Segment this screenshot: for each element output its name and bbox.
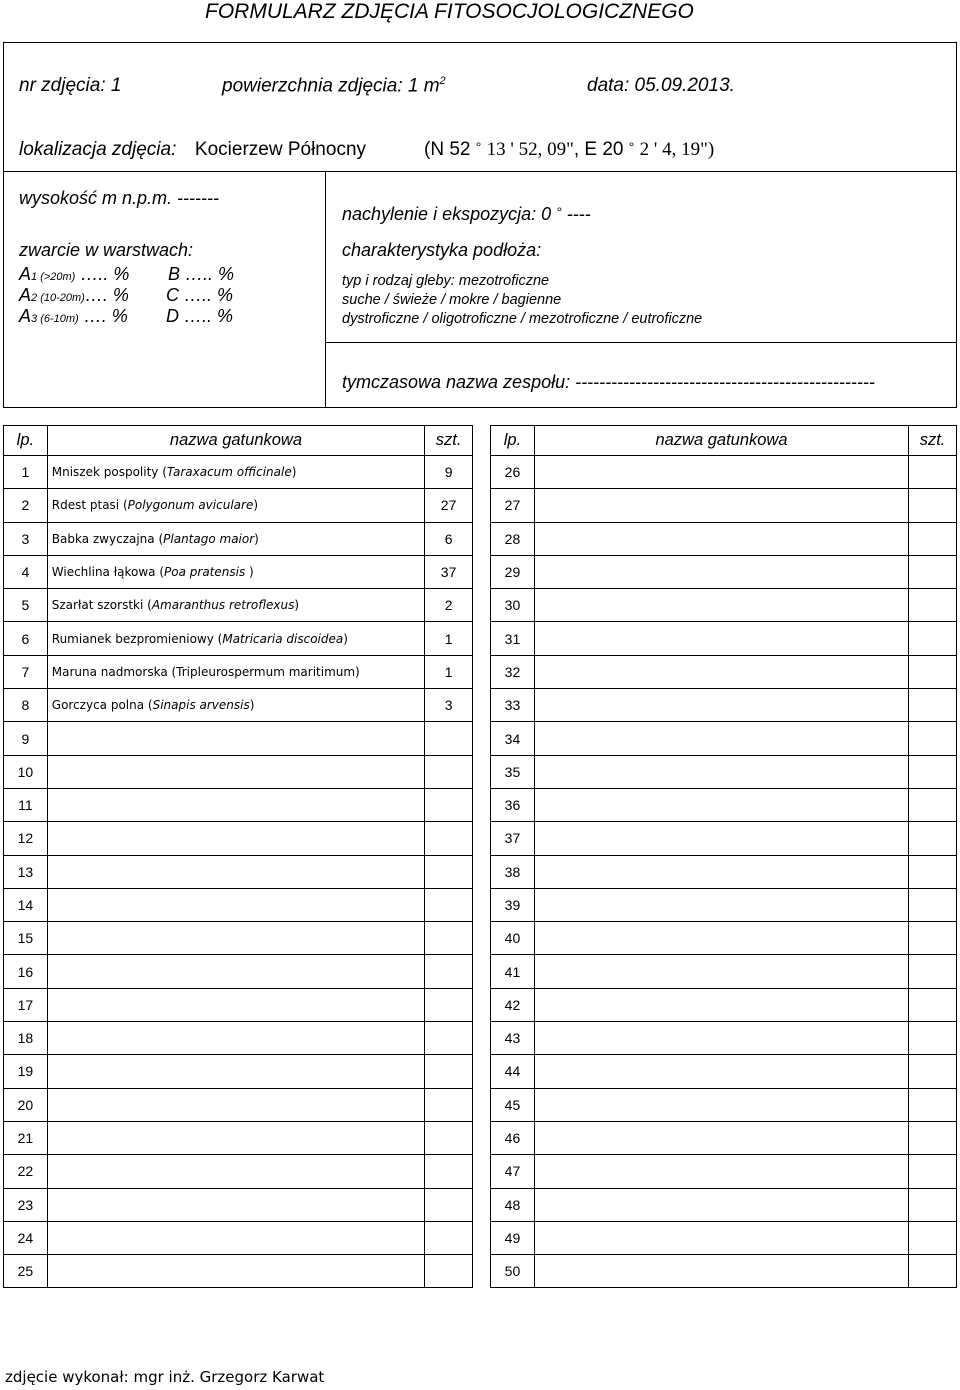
row-lp: 21 (4, 1121, 48, 1154)
row-count (909, 988, 957, 1021)
row-count (425, 1088, 473, 1121)
row-lp: 10 (4, 755, 48, 788)
latin-name: Polygonum aviculare (127, 498, 254, 513)
table-row (491, 822, 957, 855)
row-lp: 43 (491, 1022, 535, 1055)
row-count (909, 1155, 957, 1188)
table-row (491, 622, 957, 655)
col-name: nazwa gatunkowa (534, 426, 908, 456)
table-row (491, 722, 957, 755)
row-lp: 44 (491, 1055, 535, 1088)
species-name (534, 456, 908, 489)
row-count: 6 (425, 522, 473, 555)
table-row (4, 1088, 473, 1121)
species-name (47, 655, 424, 688)
species-name (47, 755, 424, 788)
species-name (534, 855, 908, 888)
row-count: 37 (425, 555, 473, 588)
row-count: 1 (425, 655, 473, 688)
table-row (491, 456, 957, 489)
species-name (534, 822, 908, 855)
divider (325, 171, 326, 408)
row-count (909, 922, 957, 955)
row-lp: 13 (4, 855, 48, 888)
table-row (491, 1121, 957, 1154)
table-row (491, 888, 957, 921)
table-row (4, 955, 473, 988)
substrate-line-1: typ i rodzaj gleby: mezotroficzne (342, 273, 550, 289)
row-count: 3 (425, 689, 473, 722)
row-count (909, 689, 957, 722)
species-name (47, 1188, 424, 1221)
table-row (4, 755, 473, 788)
row-count (909, 456, 957, 489)
row-lp: 50 (491, 1255, 535, 1288)
species-name (47, 922, 424, 955)
row-count (909, 1255, 957, 1288)
species-name (534, 1121, 908, 1154)
species-name (47, 722, 424, 755)
latin-name: (Tripleurospermum maritimum) (167, 664, 360, 679)
row-count (909, 755, 957, 788)
species-name: Rumianek bezpromieniowy (Matricaria discoidea) (47, 622, 424, 655)
table-row (4, 456, 473, 489)
row-lp: 30 (491, 589, 535, 622)
cover-d: D ….. % (166, 306, 234, 326)
common-name: Rumianek bezpromieniowy (51, 631, 214, 646)
table-row (4, 622, 473, 655)
row-lp: 25 (4, 1255, 48, 1288)
species-name (534, 555, 908, 588)
row-lp: 16 (4, 955, 48, 988)
table-row (4, 555, 473, 588)
row-lp: 40 (491, 922, 535, 955)
species-name: Wiechlina łąkowa (Poa pratensis ) (47, 555, 424, 588)
row-count (425, 1055, 473, 1088)
species-name (534, 888, 908, 921)
row-count: 1 (425, 622, 473, 655)
row-lp: 46 (491, 1121, 535, 1154)
row-lp: 3 (4, 522, 48, 555)
table-row (4, 1255, 473, 1288)
table-row (491, 489, 957, 522)
row-lp: 33 (491, 689, 535, 722)
row-count (909, 855, 957, 888)
row-lp: 41 (491, 955, 535, 988)
row-count (425, 1188, 473, 1221)
row-count (909, 722, 957, 755)
species-name (47, 1088, 424, 1121)
table-row (4, 1188, 473, 1221)
table-row (4, 922, 473, 955)
table-row (491, 788, 957, 821)
latin-name: Plantago maior (163, 531, 255, 546)
species-name: Szarłat szorstki (Amaranthus retroflexus) (47, 589, 424, 622)
row-lp: 28 (491, 522, 535, 555)
table-row (491, 522, 957, 555)
row-count (425, 1221, 473, 1254)
row-lp: 27 (491, 489, 535, 522)
row-lp: 42 (491, 988, 535, 1021)
row-lp: 32 (491, 655, 535, 688)
species-table-left (3, 425, 473, 1288)
cover-b: B ….. % (168, 264, 235, 284)
row-lp: 12 (4, 822, 48, 855)
col-szt: szt. (425, 426, 473, 456)
species-name (47, 1255, 424, 1288)
slope: nachylenie i ekspozycja: 0 ° ---- (342, 204, 591, 224)
cover-a2: A2 (10-20m)…. % (19, 285, 129, 305)
table-row (491, 1221, 957, 1254)
table-row (491, 689, 957, 722)
table-row (491, 1022, 957, 1055)
row-count (909, 1055, 957, 1088)
table-row (491, 1055, 957, 1088)
row-count (909, 655, 957, 688)
row-count (909, 1088, 957, 1121)
row-lp: 17 (4, 988, 48, 1021)
table-row (4, 1121, 473, 1154)
table-row (491, 988, 957, 1021)
row-lp: 18 (4, 1022, 48, 1055)
cover-label: zwarcie w warstwach: (19, 240, 194, 260)
row-lp: 2 (4, 489, 48, 522)
table-row (4, 1022, 473, 1055)
divider (325, 342, 957, 343)
species-name (534, 622, 908, 655)
species-name (47, 988, 424, 1021)
table-row (4, 788, 473, 821)
table-row (491, 555, 957, 588)
table-row (4, 988, 473, 1021)
row-lp: 37 (491, 822, 535, 855)
row-count (425, 922, 473, 955)
row-lp: 45 (491, 1088, 535, 1121)
divider (3, 171, 957, 172)
common-name: Gorczyca polna (51, 698, 145, 713)
row-lp: 34 (491, 722, 535, 755)
header-box (3, 42, 957, 408)
row-count (425, 1155, 473, 1188)
row-count (425, 822, 473, 855)
row-count (909, 1121, 957, 1154)
species-name (534, 922, 908, 955)
row-count (909, 1022, 957, 1055)
latin-name: Matricaria discoidea (222, 631, 344, 646)
species-name (47, 1155, 424, 1188)
row-lp: 20 (4, 1088, 48, 1121)
species-name (534, 1221, 908, 1254)
table-row (491, 1255, 957, 1288)
row-count (909, 788, 957, 821)
substrate-label: charakterystyka podłoża: (342, 240, 542, 260)
row-count (909, 955, 957, 988)
table-row (4, 589, 473, 622)
row-count (909, 822, 957, 855)
row-lp: 9 (4, 722, 48, 755)
form-title: FORMULARZ ZDJĘCIA FITOSOCJOLOGICZNEGO (205, 0, 694, 23)
row-lp: 38 (491, 855, 535, 888)
row-lp: 35 (491, 755, 535, 788)
latin-name: Amaranthus retroflexus (151, 598, 295, 613)
row-lp: 8 (4, 689, 48, 722)
table-row (491, 755, 957, 788)
species-name (534, 522, 908, 555)
table-row (491, 1088, 957, 1121)
row-count (425, 1255, 473, 1288)
row-count: 2 (425, 589, 473, 622)
row-count (425, 988, 473, 1021)
row-count (425, 755, 473, 788)
row-lp: 48 (491, 1188, 535, 1221)
species-name (534, 1088, 908, 1121)
species-name (47, 955, 424, 988)
species-name (534, 589, 908, 622)
row-lp: 22 (4, 1155, 48, 1188)
row-lp: 47 (491, 1155, 535, 1188)
row-lp: 31 (491, 622, 535, 655)
row-lp: 6 (4, 622, 48, 655)
table-row (491, 1188, 957, 1221)
common-name: Szarłat szorstki (51, 598, 144, 613)
cover-a3: A3 (6-10m) …. % (19, 306, 128, 326)
species-name (534, 689, 908, 722)
latin-name: Taraxacum officinale (166, 465, 292, 480)
row-count (909, 1221, 957, 1254)
cover-c: C ….. % (166, 285, 234, 305)
row-lp: 14 (4, 888, 48, 921)
substrate-line-2: suche / świeże / mokre / bagienne (342, 292, 562, 308)
row-lp: 4 (4, 555, 48, 588)
col-lp: lp. (491, 426, 535, 456)
species-name (534, 1022, 908, 1055)
common-name: Mniszek pospolity (51, 465, 159, 480)
row-lp: 1 (4, 456, 48, 489)
table-row (4, 855, 473, 888)
row-lp: 24 (4, 1221, 48, 1254)
common-name: Babka zwyczajna (51, 531, 155, 546)
species-name (534, 955, 908, 988)
row-count (909, 1188, 957, 1221)
row-lp: 15 (4, 922, 48, 955)
common-name: Wiechlina łąkowa (51, 565, 156, 580)
species-name (47, 1221, 424, 1254)
community-name: tymczasowa nazwa zespołu: -------------------------------------------------- (342, 372, 875, 392)
table-row (4, 1155, 473, 1188)
substrate-line-3: dystroficzne / oligotroficzne / mezotroficzne / eutroficzne (342, 311, 703, 327)
col-szt: szt. (909, 426, 957, 456)
row-count (909, 489, 957, 522)
species-name (534, 755, 908, 788)
table-row (4, 522, 473, 555)
species-table-right (490, 425, 957, 1288)
table-row (4, 689, 473, 722)
coordinates: (N 52 ° 13 ' 52, 09", E 20 ° 2 ' 4, 19") (424, 139, 715, 160)
table-row (491, 955, 957, 988)
row-lp: 19 (4, 1055, 48, 1088)
table-row (491, 1155, 957, 1188)
common-name: Maruna nadmorska (51, 664, 168, 679)
latin-name: Poa pratensis (164, 565, 250, 580)
row-lp: 23 (4, 1188, 48, 1221)
table-row (491, 589, 957, 622)
row-count (425, 888, 473, 921)
row-count: 27 (425, 489, 473, 522)
author-footer: zdjęcie wykonał: mgr inż. Grzegorz Karwat (5, 1368, 325, 1386)
species-name (534, 1255, 908, 1288)
species-name (47, 1121, 424, 1154)
table-row (4, 722, 473, 755)
table-row (491, 922, 957, 955)
row-count (909, 555, 957, 588)
row-lp: 36 (491, 788, 535, 821)
col-name: nazwa gatunkowa (47, 426, 424, 456)
row-lp: 7 (4, 655, 48, 688)
table-row (4, 888, 473, 921)
row-lp: 11 (4, 788, 48, 821)
row-count: 9 (425, 456, 473, 489)
species-name: Babka zwyczajna (Plantago maior) (47, 522, 424, 555)
species-name (534, 1055, 908, 1088)
photo-number: nr zdjęcia: 1 (19, 75, 122, 96)
cover-a1: A1 (>20m) ….. % (19, 264, 130, 284)
table-row (4, 489, 473, 522)
location: lokalizacja zdjęcia: Kocierzew Północny (19, 139, 367, 160)
col-lp: lp. (4, 426, 48, 456)
row-lp: 49 (491, 1221, 535, 1254)
table-row (491, 855, 957, 888)
species-name (534, 988, 908, 1021)
photo-area: powierzchnia zdjęcia: 1 $m^2$ (222, 75, 446, 97)
species-name (47, 1022, 424, 1055)
species-name (47, 855, 424, 888)
row-lp: 29 (491, 555, 535, 588)
row-count (909, 888, 957, 921)
species-name: Gorczyca polna (Sinapis arvensis) (47, 689, 424, 722)
species-name (47, 788, 424, 821)
row-lp: 26 (491, 456, 535, 489)
species-name: Rdest ptasi (Polygonum aviculare) (47, 489, 424, 522)
row-count (425, 855, 473, 888)
photo-date: data: 05.09.2013. (587, 75, 735, 96)
species-name (47, 1055, 424, 1088)
species-name (534, 722, 908, 755)
table-row (4, 822, 473, 855)
species-name (534, 1155, 908, 1188)
species-name: Mniszek pospolity (Taraxacum officinale) (47, 456, 424, 489)
latin-name: Sinapis arvensis (152, 698, 250, 713)
species-name (534, 489, 908, 522)
species-name (47, 888, 424, 921)
row-count (909, 622, 957, 655)
row-lp: 5 (4, 589, 48, 622)
common-name: Rdest ptasi (51, 498, 120, 513)
row-lp: 39 (491, 888, 535, 921)
species-name (534, 1188, 908, 1221)
species-name (534, 788, 908, 821)
species-name (47, 822, 424, 855)
row-count (909, 589, 957, 622)
altitude: wysokość m n.p.m. ------- (19, 188, 219, 208)
row-count (425, 1022, 473, 1055)
row-count (909, 522, 957, 555)
row-count (425, 722, 473, 755)
row-count (425, 1121, 473, 1154)
table-row (4, 1055, 473, 1088)
table-row (491, 655, 957, 688)
species-name (534, 655, 908, 688)
table-row (4, 1221, 473, 1254)
table-row (4, 655, 473, 688)
row-count (425, 955, 473, 988)
row-count (425, 788, 473, 821)
